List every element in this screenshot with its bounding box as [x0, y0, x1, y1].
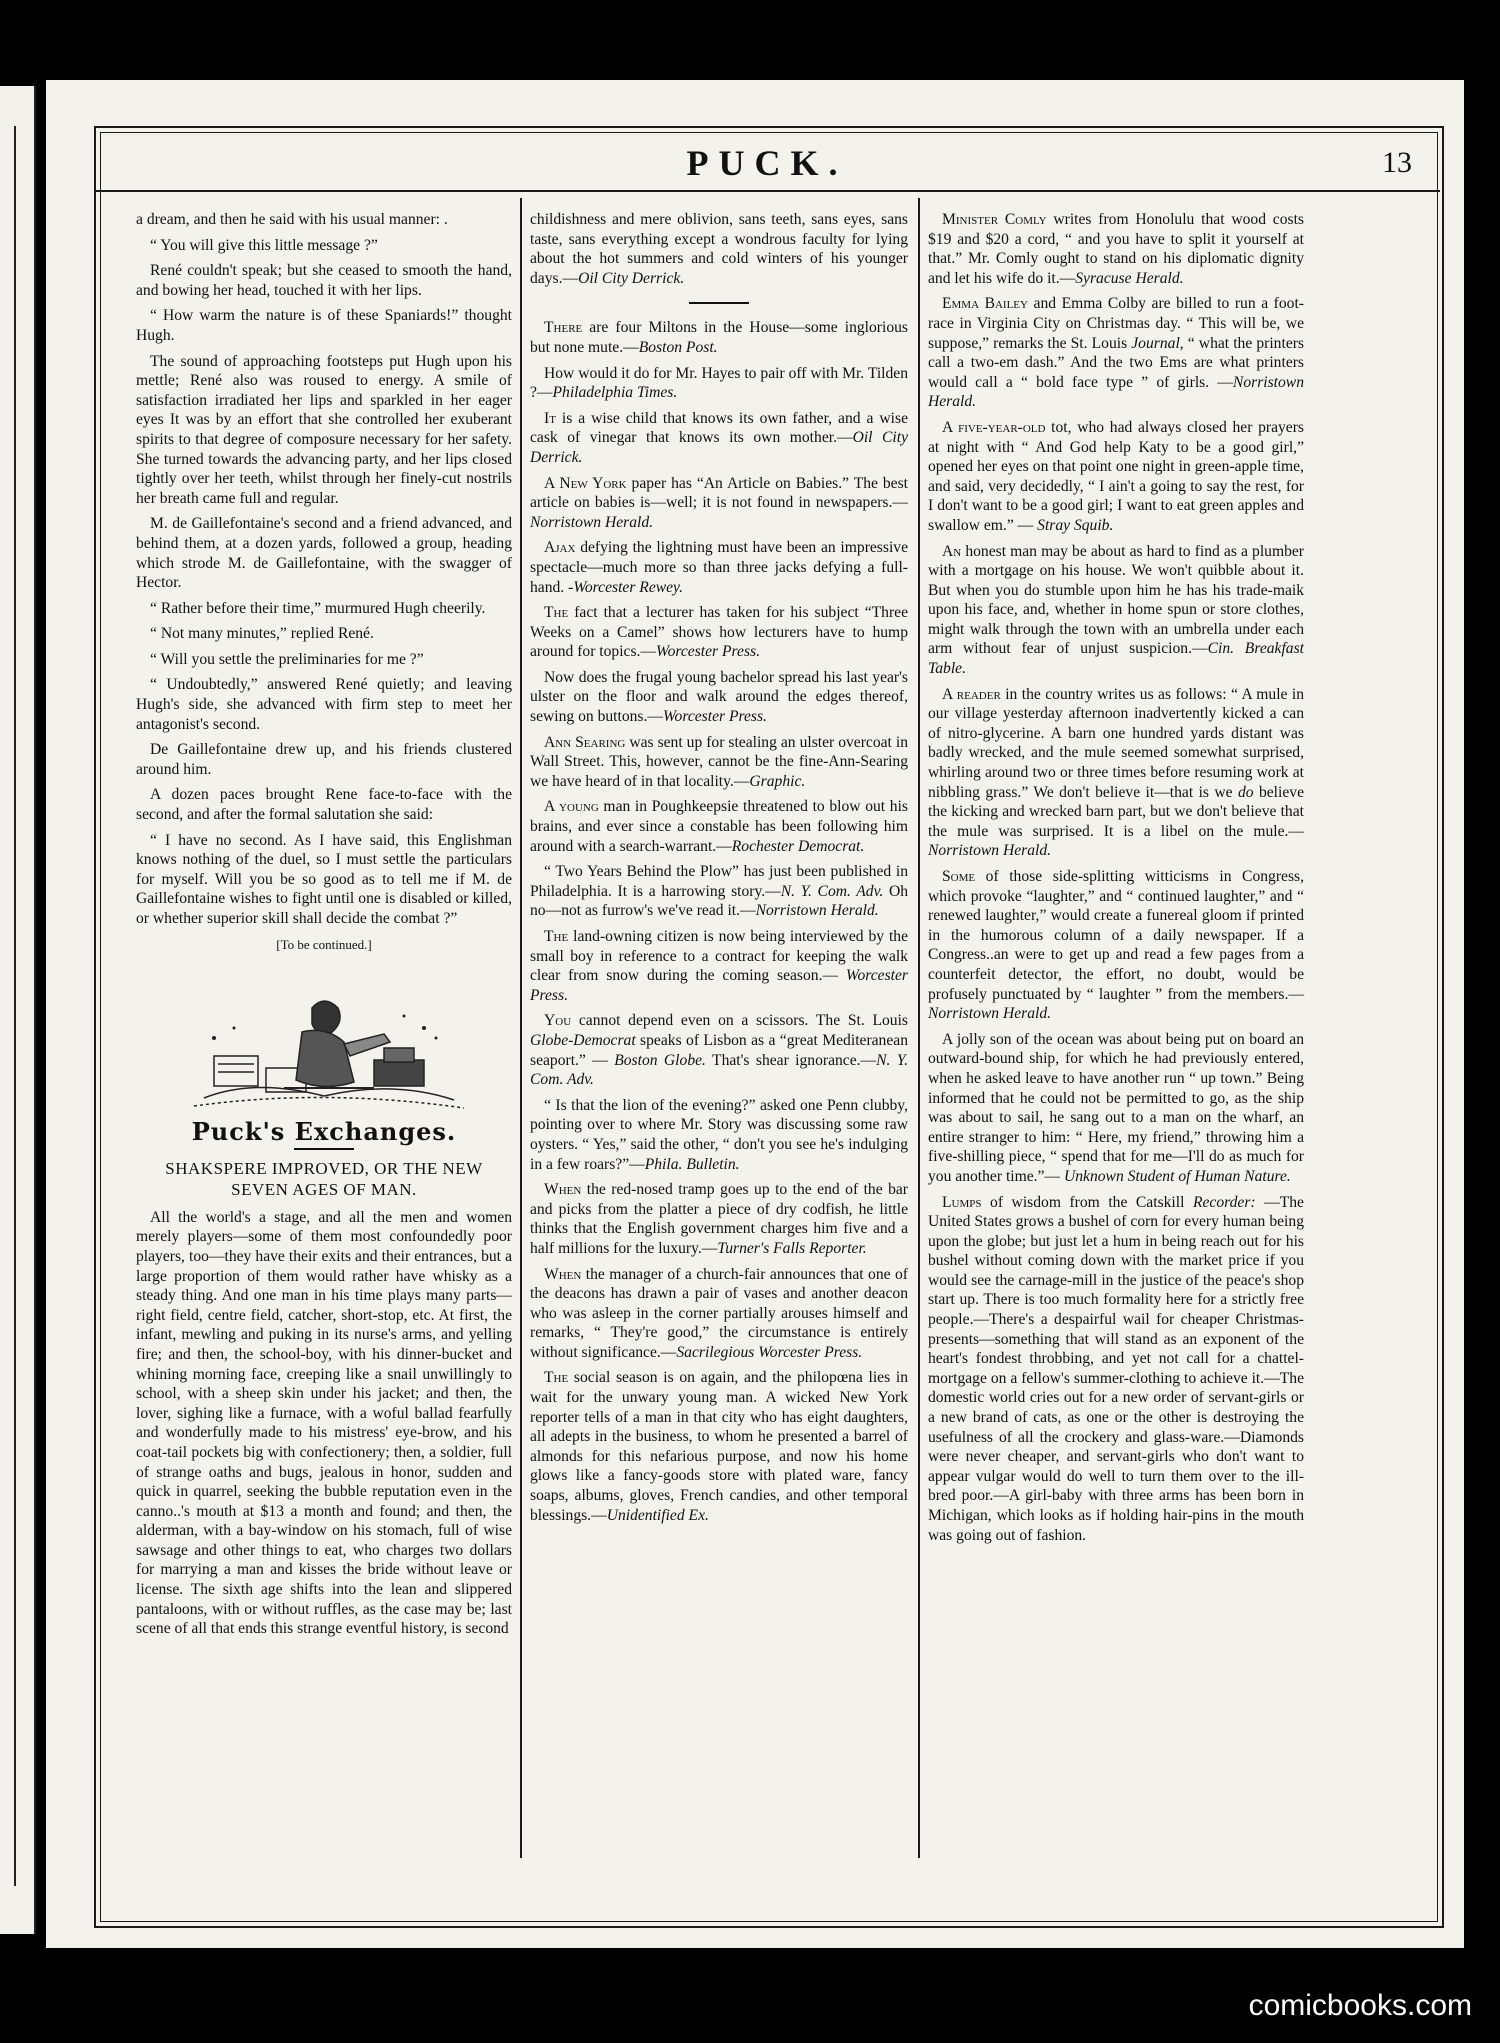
- paragraph: When the red-nosed tramp goes up to the end of the bar and picks from the platter a piece of dry codfish, he little thinks that the English government charges him five and a half millions for the luxury.—Turner's Falls Reporter.: [530, 1181, 908, 1257]
- paragraph: It is a wise child that knows its own father, and a wise cask of vinegar that knows its own mother.—Oil City Derrick.: [530, 409, 908, 466]
- paragraph: All the world's a stage, and all the men and women merely players—some of them most confoundedly poor players, too—they have their exits and their entrances, but a large proportion of them would rather have whisky as a steady thing. And one man in his time plays many parts—right field, centre field, catcher, short-stop, etc. At first, the infant, mewling and puking in its nurse's arms, and yelling fire; and then, the school-boy, with his dinner-bucket and whining morning face, creeping like a snail unwillingly to school, with a sheep skin under his jacket; and then, the lover, sighing like a furnace, with a woful ballad fearfully and wonderfully made to his mistress' eye-brow, and his coat-tail pockets big with confectionery; then, a soldier, full of strange oaths and bugs, jealous in honor, sudden and quick in quarrel, seeking the bubble reputation even in the canno..'s mouth at $13 a month and found; and then, the alderman, with a bay-window on his stomach, full of wise sawsage and other things to eat, who charges two dollars for marrying a man and kisses the bride without leave or license. The sixth age shifts into the lean and slippered pantaloons, with or without ruffles, as the case may be; last scene of all that ends this strange eventful history, is second: [136, 1208, 512, 1638]
- paragraph: M. de Gaillefontaine's second and a friend advanced, and behind them, at a dozen yards, followed a group, heading which strode M. de Gaillefontaine, with the swagger of Hector.: [136, 515, 512, 592]
- to-be-continued: [To be continued.]: [276, 936, 372, 952]
- paragraph: The fact that a lecturer has taken for his subject “Three Weeks on a Camel” shows how lecturers have to hump around for topics.—Worcester Press.: [530, 604, 908, 661]
- paragraph: “ I have no second. As I have said, this Englishman knows nothing of the duel, so I must settle the particulars for myself. Will you be so good as to tell me if M. de Gaillefontaine wishes to fight until one is disabled or killed, or whether superior skill shall decide the combat ?”: [136, 831, 512, 927]
- column-3: [928, 210, 1304, 1551]
- paragraph: De Gaillefontaine drew up, and his friends clustered around him.: [136, 741, 512, 778]
- paragraph: How would it do for Mr. Hayes to pair off with Mr. Tilden ?—Philadelphia Times.: [530, 364, 908, 402]
- column-2: [530, 210, 908, 1531]
- paragraph: childishness and mere oblivion, sans teeth, sans eyes, sans taste, sans everything except a wondrous faculty for lying about the hot summers and cold winters of his younger days.—Oil City Derrick.: [530, 211, 908, 287]
- paragraph: Some of those side-splitting witticisms in Congress, which provoke “laughter,” and “ continued laughter,” and “ renewed laughter,” would create a funereal gloom if printed in the humorous column of a daily newspaper. If a Congress..an were to get up and read a few pages from a counterfeit detector, the effort, no doubt, would be profusely punctuated by “ laughter ” from the members.—Norristown Herald.: [928, 868, 1304, 1023]
- header-rule: [94, 190, 1440, 192]
- paragraph: “ Two Years Behind the Plow” has just been published in Philadelphia. It is a harrowing story.—N. Y. Com. Adv. Oh no—not as furrow's we've read it.—Norristown Herald.: [530, 863, 909, 920]
- paragraph: There are four Miltons in the House—some inglorious but none mute.—Boston Post.: [530, 319, 908, 356]
- paragraph: A dozen paces brought Rene face-to-face with the second, and after the formal salutation she said:: [136, 786, 512, 824]
- paragraph: René couldn't speak; but she ceased to smooth the hand, and bowing her head, touched it with her lips.: [136, 262, 512, 299]
- paragraph: The sound of approaching footsteps put Hugh upon his mettle; René also was roused to energy. A smile of satisfaction irradiated her lips and sparkled in her eager eyes It was by an effort that she controlled her exuberant spirits to that degree of composure necessary for her safety. She turned towards the advancing party, and her lips closed tightly over her teeth, whilst through her finely-cut nostrils her breath came full and regular.: [136, 352, 512, 507]
- paragraph: Minister Comly writes from Honolulu that wood costs $19 and $20 a cord, “ and you have to split it yourself at that.” Mr. Comly ought to stand on his diplomatic dignity and let his wife do it.—Syracuse Herald.: [928, 211, 1304, 287]
- paragraph: “ Is that the lion of the evening?” asked one Penn clubby, pointing over to where Mr. Story was discussing some raw oysters. “ Yes,” said the other, “ don't you see he's indulging in a few roars?”—Phila. Bulletin.: [530, 1096, 908, 1173]
- column-rule-2: [918, 198, 920, 1858]
- adjacent-page-edge: [0, 86, 36, 1934]
- paragraph: Ann Searing was sent up for stealing an ulster overcoat in Wall Street. This, however, cannot be the fine-Ann-Searing we have heard of in that locality.—Graphic.: [530, 733, 908, 790]
- paragraph: “ Not many minutes,” replied René.: [150, 625, 374, 643]
- paragraph: A reader in the country writes us as follows: “ A mule in our village yesterday afternoon inadvertently kicked a can of nitro-glycerine. A barn one hundred yards distant was badly wrecked, and the mule seemed somewhat surprised, whirling around two or three times before resuming work at nibbling grass.” We don't believe it—that is we do believe the kicking and wrecked barn part, but we don't believe that the mule was surprised. It is a libel on the mule.—Norristown Herald.: [928, 685, 1304, 860]
- masthead-title: PUCK.: [686, 143, 848, 183]
- paragraph: “ Rather before their time,” murmured Hugh cheerily.: [150, 599, 486, 617]
- paragraph: You cannot depend even on a scissors. The St. Louis Globe-Democrat speaks of Lisbon as a “great Mediteranean seaport.” — Boston Globe. That's shear ignorance.—N. Y. Com. Adv.: [530, 1012, 908, 1089]
- paragraph: Lumps of wisdom from the Catskill Recorder: —The United States grows a bushel of corn for every human being upon the globe; but just let a hum in being reach out for his bushel without coming down with the market price if you would see the carnage-mill in the justice of the peace's shop start up. There is too much formality here for a strictly free people.—There's a despairful wail for cheaper Christmas-presents—something that will stand as an exponent of the heart's fondest throbbing, and yet not call for a chattel-mortgage on a fellow's summer-clothing to achieve it.—The domestic world cries out for a new order of servant-girls or a new brand of cats, as one or the other is destroying the usefulness of all the crockery and glass-ware.—Diamonds were never cheaper, and servant-girls who don't want to appear vulgar would do well to turn them over to the ill-bred poor.—A girl-baby with three arms has been born in Michigan, which looks as if holding hair-pins in the mouth was going out of fashion.: [928, 1193, 1304, 1544]
- paragraph: “ How warm the nature is of these Spaniards!” thought Hugh.: [136, 307, 512, 344]
- paragraph: Now does the frugal young bachelor spread his last year's ulster on the floor and walk around the edges thereof, sewing on buttons.—Worcester Press.: [530, 668, 908, 726]
- paragraph: “ Will you settle the preliminaries for me ?”: [150, 650, 424, 668]
- paragraph: Ajax defying the lightning must have been an impressive spectacle—much more so than three jacks defying a full-hand. -Worcester Rewey.: [530, 539, 908, 596]
- paragraph: “ You will give this little message ?”: [150, 236, 378, 254]
- masthead: [94, 142, 1440, 182]
- paragraph: A jolly son of the ocean was about being put on board an outward-bound ship, for which he had previously entered, when he asked leave to have another run “ up town.” Being informed that he could not be permitted to go, as the ship was about to sail, he sang out to a man on the wharf, an entire stranger to him: “ Here, my friend,” throwing him a five-shilling piece, “ spend that for me—I'll do as much for you another time.”— Unknown Student of Human Nature.: [928, 1030, 1304, 1185]
- column-1: [136, 210, 512, 1645]
- exchanges-illustration: [174, 968, 474, 1116]
- paragraph: a dream, and then he said with his usual manner: .: [136, 211, 448, 228]
- paragraph: A young man in Poughkeepsie threatened to blow out his brains, and ever since a constable has been following him around with a search-warrant.—Rochester Democrat.: [530, 798, 908, 855]
- exchanges-heading: Puck's Exchanges.: [191, 1117, 457, 1147]
- paragraph: A New York paper has “An Article on Babies.” The best article on babies is—well; it is not found in newspapers.—Norristown Herald.: [530, 474, 909, 531]
- divider: [689, 302, 749, 304]
- paragraph: The land-owning citizen is now being interviewed by the small boy in reference to a contract for keeping the walk clear from snow during the coming season.— Worcester Press.: [530, 928, 908, 1004]
- paragraph: The social season is on again, and the philopœna lies in wait for the unwary young man. A wicked New York reporter tells of a man in that city who has eight daughters, all adepts in the business, to whom he presented a barrel of almonds for this nefarious purpose, and now his home glows like a fancy-goods store with plated ware, fancy soaps, albums, gloves, French candies, and other temporal blessings.—Unidentified Ex.: [530, 1369, 908, 1524]
- section-title: SHAKSPERE IMPROVED, OR THE NEW SEVEN AGES OF MAN.: [165, 1158, 483, 1199]
- paragraph: Emma Bailey and Emma Colby are billed to run a foot-race in Virginia City on Christmas day. “ This will be, we suppose,” remarks the St. Louis Journal, “ what the printers call a two-em dash.” And the two Ems are what printers would call a “ bold face type ” of girls. —Norristown Herald.: [928, 295, 1304, 411]
- page-number: 13: [1382, 146, 1412, 179]
- paragraph: An honest man may be about as hard to find as a plumber with a mortgage on his house. We won't quibble about it. But when you do stumble upon him he has his trade-maik upon his face, and, whether in home spun or store clothes, might walk through the town with an umbrella under each arm without fear of unjust suspicion.—Cin. Breakfast Table.: [928, 542, 1304, 678]
- divider: [294, 1148, 354, 1150]
- site-watermark: comicbooks.com: [1248, 1989, 1472, 2022]
- paragraph: “ Undoubtedly,” answered René quietly; and leaving Hugh's side, she advanced with firm step to meet her antagonist's second.: [136, 676, 512, 733]
- column-rule-1: [520, 198, 522, 1858]
- paragraph: A five-year-old tot, who had always closed her prayers at night with “ And God help Katy to be a good girl,” opened her eyes on that point one night in green-apple time, and said, very decidedly, “ I ain't a going to say the rest, for I don't want to be a good girl; I want to eat green apples and swallow em.” — Stray Squib.: [928, 418, 1304, 534]
- paragraph: When the manager of a church-fair announces that one of the deacons has drawn a pair of vases and another deacon who was asleep in the corner partially arouses himself and remarks, “ They're good,” the circumstance is entirely without significance.—Sacrilegious Worcester Press.: [530, 1265, 908, 1361]
